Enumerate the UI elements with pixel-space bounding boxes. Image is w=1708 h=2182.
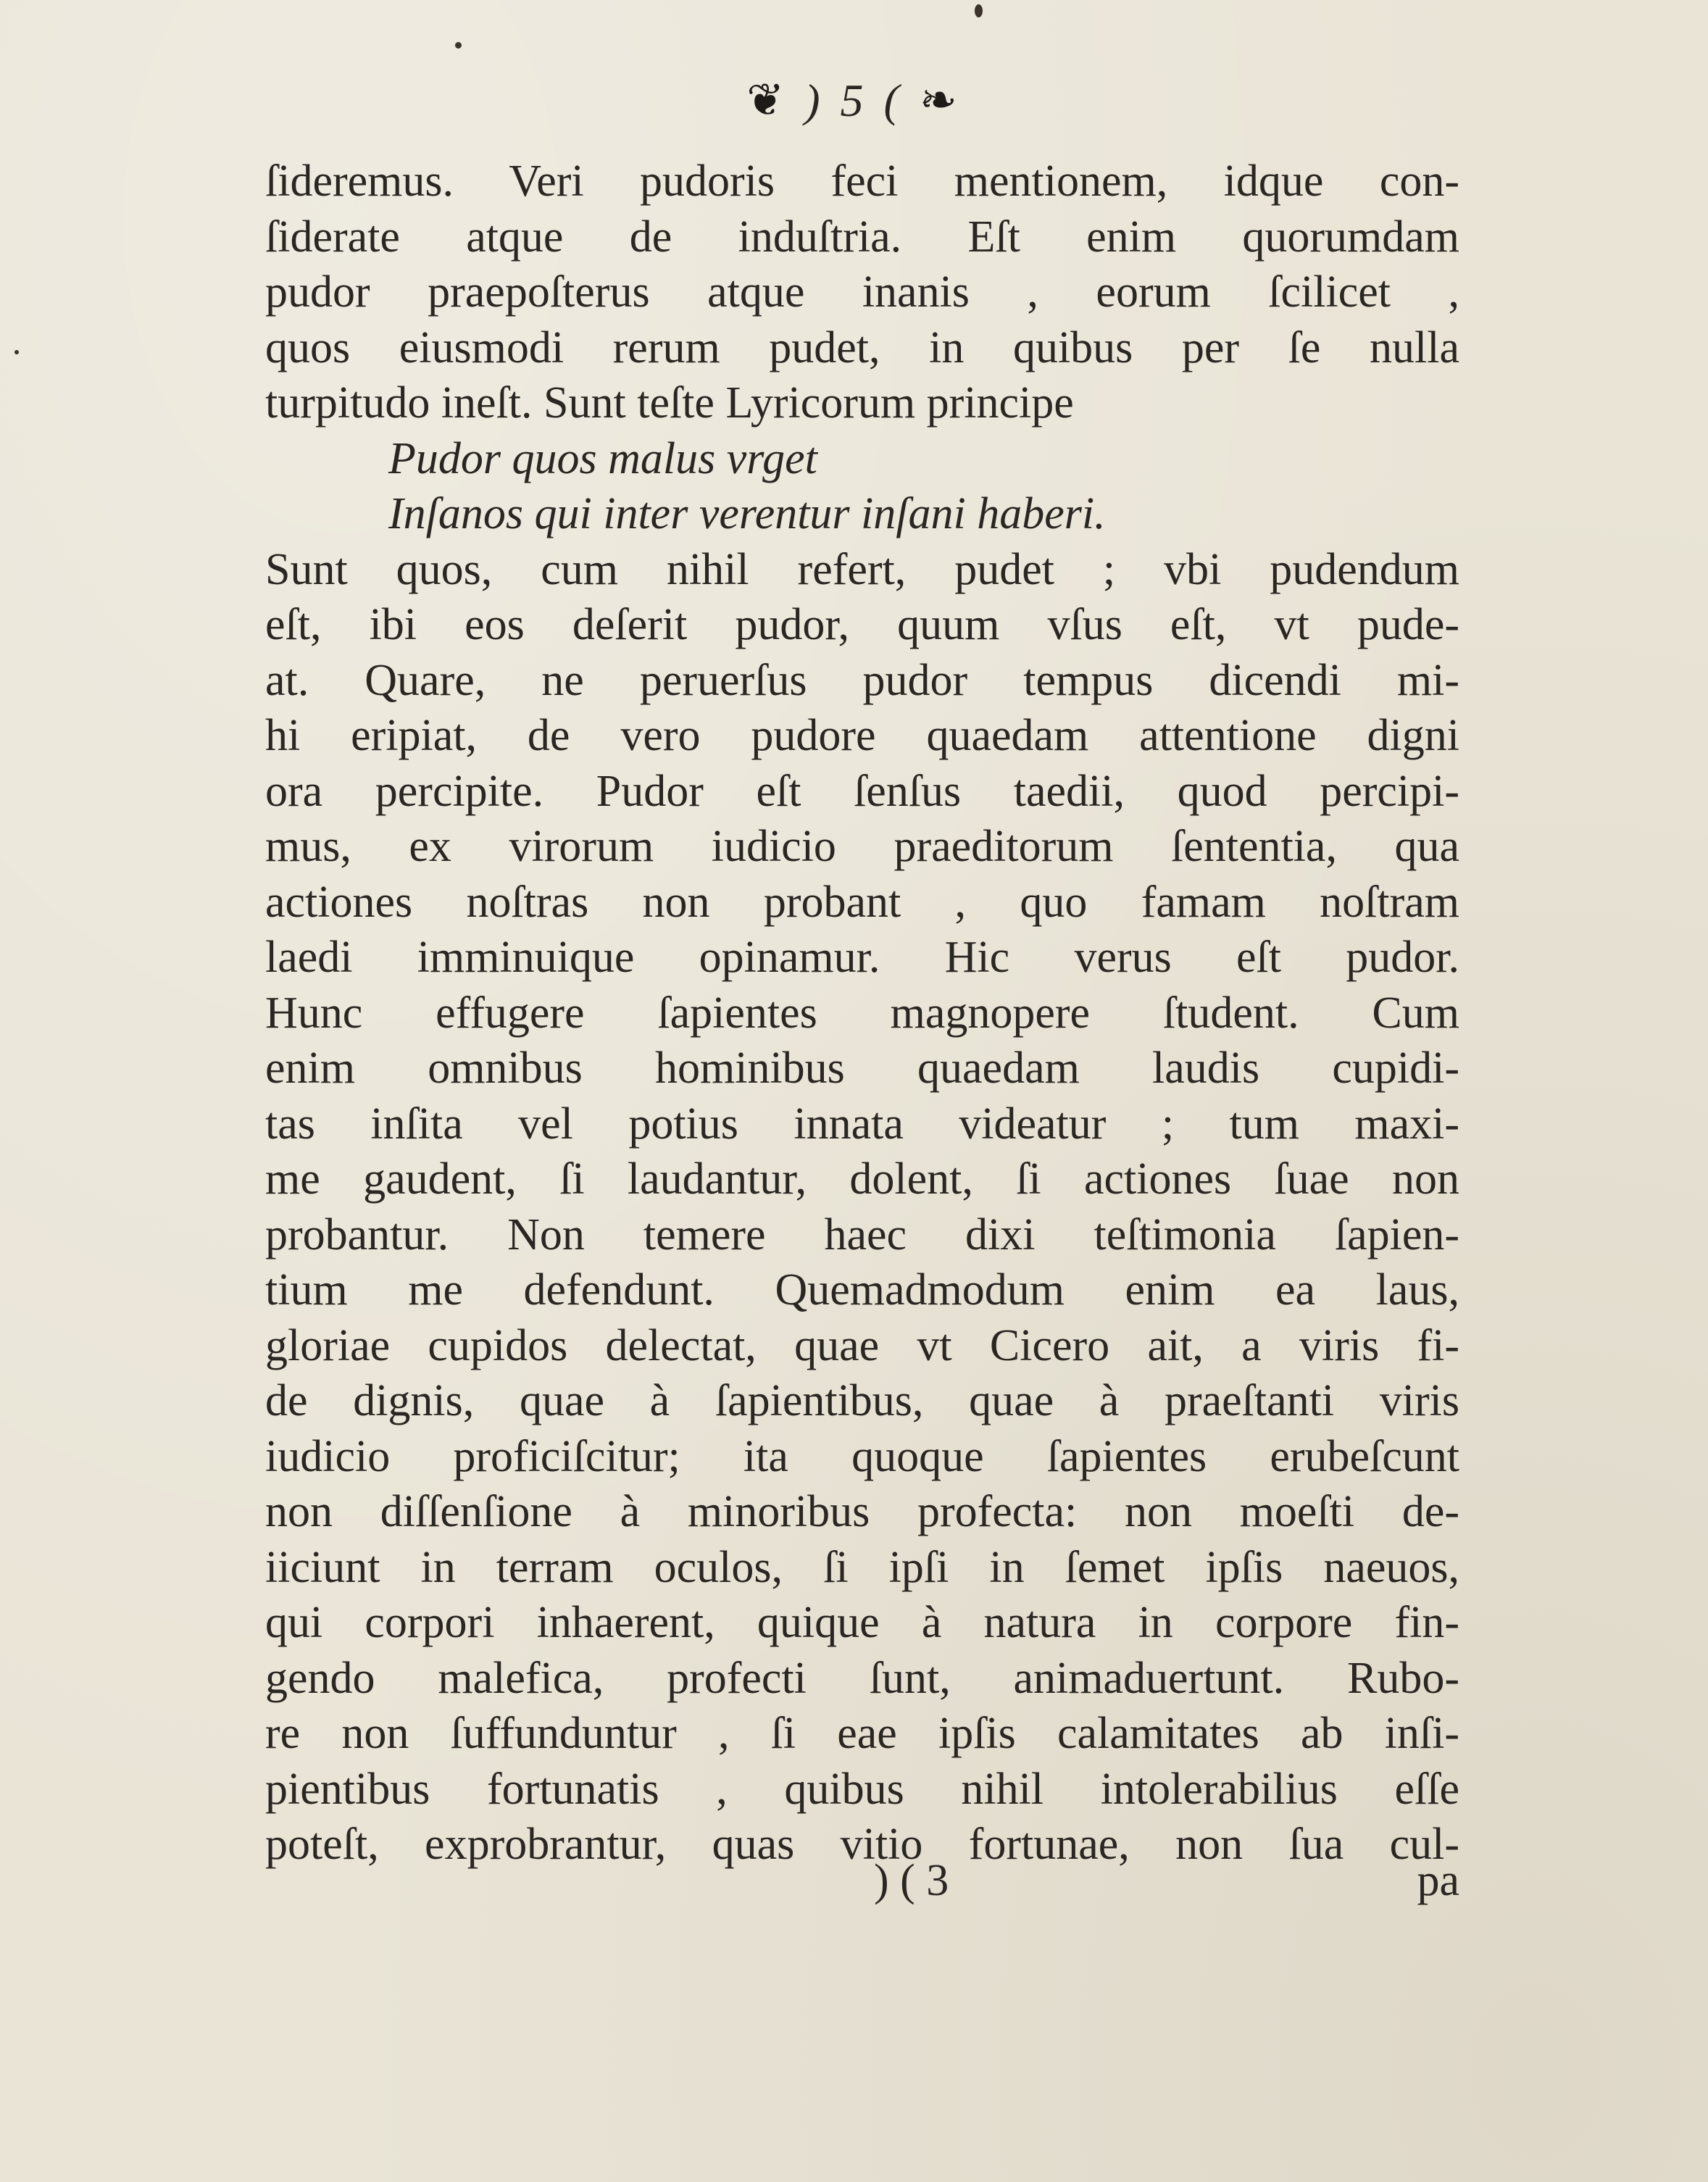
text-line: gendo malefica, profecti ſunt, animaduertunt. Rubo- xyxy=(265,1653,1459,1703)
catchword: pa xyxy=(1417,1856,1459,1905)
text-line: Sunt quos, cum nihil refert, pudet ; vbi pudendum xyxy=(265,544,1459,594)
verse-line: Pudor quos malus vrget xyxy=(388,433,817,483)
text-line: quos eiusmodi rerum pudet, in quibus per ſe nulla xyxy=(265,322,1459,372)
text-line: actiones noſtras non probant , quo famam noſtram xyxy=(265,877,1459,927)
verse-line: Inſanos qui inter verentur inſani haberi. xyxy=(388,489,1106,538)
text-line: eſt, ibi eos deſerit pudor, quum vſus eſt, vt pude- xyxy=(265,600,1459,649)
text-line: iudicio proficiſcitur; ita quoque ſapientes erubeſcunt xyxy=(265,1431,1459,1481)
text-line: qui corpori inhaerent, quique à natura in corpore fin- xyxy=(265,1598,1459,1647)
text-line: Hunc effugere ſapientes magnopere ſtudent. Cum xyxy=(265,988,1459,1038)
page-footer xyxy=(265,1852,1459,1910)
text-line: pudor praepoſterus atque inanis , eorum ſcilicet , xyxy=(265,267,1459,317)
text-line: turpitudo ineſt. Sunt teſte Lyricorum principe xyxy=(265,378,1074,428)
text-line: re non ſuffunduntur , ſi eae ipſis calamitates ab inſi- xyxy=(265,1709,1459,1758)
text-line: mus, ex virorum iudicio praeditorum ſententia, qua xyxy=(265,822,1459,871)
text-line: me gaudent, ſi laudantur, dolent, ſi actiones ſuae non xyxy=(265,1154,1459,1204)
ink-speck xyxy=(975,4,983,17)
text-line: ſiderate atque de induſtria. Eſt enim quorumdam xyxy=(265,212,1459,262)
ink-speck xyxy=(14,350,19,354)
text-line: gloriae cupidos delectat, quae vt Cicero ait, a viris fi- xyxy=(265,1320,1459,1370)
left-ornament-icon: ❦ xyxy=(746,76,789,126)
text-line: tium me defendunt. Quemadmodum enim ea laus, xyxy=(265,1265,1459,1315)
text-line: de dignis, quae à ſapientibus, quae à praeſtanti viris xyxy=(265,1376,1459,1425)
page-number: ) 5 ( xyxy=(804,75,904,127)
text-line: laedi imminuique opinamur. Hic verus eſt pudor. xyxy=(265,933,1459,982)
text-line: at. Quare, ne peruerſus pudor tempus dicendi mi- xyxy=(265,655,1459,705)
right-ornament-icon: ❧ xyxy=(919,76,962,126)
text-line: tas inſita vel potius innata videatur ; tum maxi- xyxy=(265,1099,1459,1149)
text-line: ora percipite. Pudor eſt ſenſus taedii, quod percipi- xyxy=(265,766,1459,816)
text-line: probantur. Non temere haec dixi teſtimonia ſapien- xyxy=(265,1209,1459,1259)
signature-mark: ) ( 3 xyxy=(874,1856,949,1905)
text-line: non diſſenſione à minoribus profecta: non moeſti de- xyxy=(265,1487,1459,1536)
text-line: enim omnibus hominibus quaedam laudis cupidi- xyxy=(265,1044,1459,1093)
text-line: pientibus fortunatis , quibus nihil intolerabilius eſſe xyxy=(265,1764,1459,1814)
text-line: iiciunt in terram oculos, ſi ipſi in ſemet ipſis naeuos, xyxy=(265,1542,1459,1592)
body-text xyxy=(265,154,1459,1873)
running-header xyxy=(0,64,1708,129)
ink-speck xyxy=(455,42,462,49)
text-line: poteſt, exprobrantur, quas vitio fortunae, non ſua cul- xyxy=(265,1820,1459,1869)
text-line: hi eripiat, de vero pudore quaedam attentione digni xyxy=(265,711,1459,760)
text-line: ſideremus. Veri pudoris feci mentionem, idque con- xyxy=(265,157,1459,206)
